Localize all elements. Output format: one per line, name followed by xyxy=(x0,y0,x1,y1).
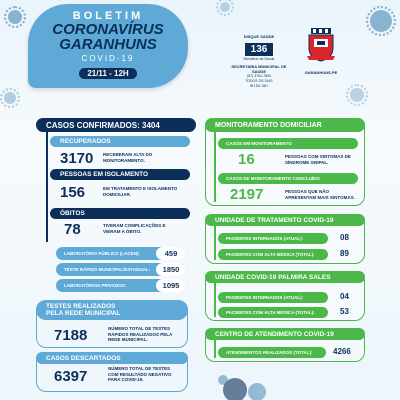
deaths-value: 78 xyxy=(64,221,81,238)
lab-value: 1850 xyxy=(156,263,186,276)
monitoring-done-desc: PESSOAS QUE NÃO APRESENTAM MAIS SINTOMAS. xyxy=(285,189,355,200)
discarded-desc: NÚMERO TOTAL DE TESTES COM RESULTADO NEGATIVO PARA COVID-19. xyxy=(108,366,172,382)
virus-icon xyxy=(220,2,230,12)
monitoring-header xyxy=(205,118,365,132)
lab-row xyxy=(56,247,186,260)
deaths-desc: TIVERAM COMPLICAÇÕES E VIERAM A ÓBITO. xyxy=(103,223,166,234)
hotline-hours: 8H ÀS 18H xyxy=(250,84,268,88)
care-center-row xyxy=(218,347,326,358)
hotline-ministry: Ministério da Saúde xyxy=(243,57,275,61)
isolation-desc: EM TRATAMENTO E ISOLAMENTO DOMICILIAR. xyxy=(103,186,178,197)
hotline-phone: (87) 3762-7800 xyxy=(247,74,271,78)
lab-label: LABORATÓRIOS PRIVADOS: xyxy=(64,283,127,288)
tests-value: 7188 xyxy=(54,327,88,344)
hotline-label: DISQUE SAÚDE xyxy=(243,34,275,39)
isolation-label: PESSOAS EM ISOLAMENTO xyxy=(60,171,149,178)
monitoring-done-header xyxy=(218,173,358,184)
city-crest-icon xyxy=(305,28,337,62)
crest-label: GARANHUNS-PE xyxy=(304,70,338,75)
unit-palmira-header xyxy=(205,271,365,283)
unit-palmira-row-label: PACIENTES COM ALTA MÉDICA (TOTAL): xyxy=(226,310,315,315)
unit-treatment-row-value: 89 xyxy=(340,249,349,258)
isolation-header xyxy=(50,169,190,180)
monitoring-active-desc: PESSOAS COM SINTOMAS DE SÍNDROME GRIPAL. xyxy=(285,154,351,165)
virus-icon xyxy=(370,10,392,32)
lab-row xyxy=(56,279,186,292)
deaths-header xyxy=(50,208,190,219)
tests-header xyxy=(36,300,188,320)
tests-label-line2: PELA REDE MUNICIPAL xyxy=(46,310,121,317)
recovered-header xyxy=(50,136,190,147)
hotline-number: 136 xyxy=(245,43,274,56)
virus-icon xyxy=(4,92,16,104)
discarded-header xyxy=(36,352,188,364)
care-center-connector xyxy=(214,340,216,358)
unit-palmira-row xyxy=(218,307,328,318)
isolation-value: 156 xyxy=(60,184,86,201)
monitoring-done-value: 2197 xyxy=(230,186,264,203)
unit-treatment-row xyxy=(218,233,328,244)
recovered-value: 3170 xyxy=(60,150,94,167)
lab-value: 459 xyxy=(156,247,186,260)
lab-row xyxy=(56,263,186,276)
confirmed-label: CASOS CONFIRMADOS: 3404 xyxy=(46,120,160,130)
lab-label: LABORATÓRIO PÚBLICO (LACEN): xyxy=(64,251,140,256)
confirmed-header xyxy=(36,118,196,132)
monitoring-done-label: CASOS DE MONITORAMENTO CONCLUÍDO xyxy=(226,176,320,181)
monitoring-active-value: 16 xyxy=(238,151,255,168)
confirmed-connector xyxy=(46,132,48,242)
unit-treatment-connector xyxy=(214,226,216,260)
recovered-desc: RECEBERAM ALTA DO MONITORAMENTO. xyxy=(103,152,153,163)
hotline-secretaria: SECRETARIA MUNICIPAL DE SAÚDE xyxy=(231,64,287,74)
monitoring-active-label: CASOS EM MONITORAMENTO xyxy=(226,141,292,146)
unit-treatment-row-label: PACIENTES COM ALTA MÉDICA (TOTAL): xyxy=(226,252,315,257)
unit-treatment-row xyxy=(218,249,328,260)
tests-label-line1: TESTES REALIZADOS xyxy=(46,303,116,310)
monitoring-connector xyxy=(214,132,216,202)
hotline-block xyxy=(228,34,290,89)
tests-desc: NÚMERO TOTAL DE TESTES RÁPIDOS REALIZADOS PELA REDE MUNICIPAL. xyxy=(108,326,173,342)
header-bubble xyxy=(28,4,188,88)
virus-icon xyxy=(8,10,22,24)
virus-cluster-icon xyxy=(215,360,275,400)
recovered-label: RECUPERADOS xyxy=(60,138,111,145)
unit-palmira-connector xyxy=(214,283,216,317)
lab-label: TESTE RÁPIDO MUNICIPAL/ESTADUAL: xyxy=(64,267,151,272)
header-subtitle: COVID-19 xyxy=(81,54,135,63)
virus-icon xyxy=(350,88,364,102)
unit-treatment-row-value: 08 xyxy=(340,233,349,242)
monitoring-active-header xyxy=(218,138,358,149)
unit-treatment-header xyxy=(205,214,365,226)
header-main-line1: CORONAVÍRUS xyxy=(52,21,164,38)
monitoring-title: MONITORAMENTO DOMICILIAR xyxy=(215,121,322,129)
unit-treatment-row-label: PACIENTES INTERNADOS (ATUAL): xyxy=(226,236,304,241)
unit-palmira-title: UNIDADE COVID-19 PALMIRA SALES xyxy=(215,273,331,281)
unit-palmira-row-value: 53 xyxy=(340,307,349,316)
unit-palmira-row xyxy=(218,292,328,303)
header-title: BOLETIM xyxy=(72,10,144,22)
care-center-title: CENTRO DE ATENDIMENTO COVID-19 xyxy=(215,330,334,338)
hotline-days: TODOS OS DIAS xyxy=(245,79,273,83)
unit-palmira-row-label: PACIENTES INTERNADOS (ATUAL): xyxy=(226,295,304,300)
header-date: 21/11 - 12H xyxy=(79,68,136,79)
deaths-label: ÓBITOS xyxy=(60,210,85,217)
unit-treatment-title: UNIDADE DE TRATAMENTO COVID-19 xyxy=(215,216,334,224)
care-center-header xyxy=(205,328,365,340)
header-main-line2: GARANHUNS xyxy=(59,36,157,53)
discarded-value: 6397 xyxy=(54,368,88,385)
care-center-row-value: 4266 xyxy=(333,347,351,356)
care-center-row-label: ATENDIMENTOS REALIZADOS (TOTAL): xyxy=(226,350,313,355)
discarded-label: CASOS DESCARTADOS xyxy=(46,354,121,362)
unit-palmira-row-value: 04 xyxy=(340,292,349,301)
lab-value: 1095 xyxy=(156,279,186,292)
